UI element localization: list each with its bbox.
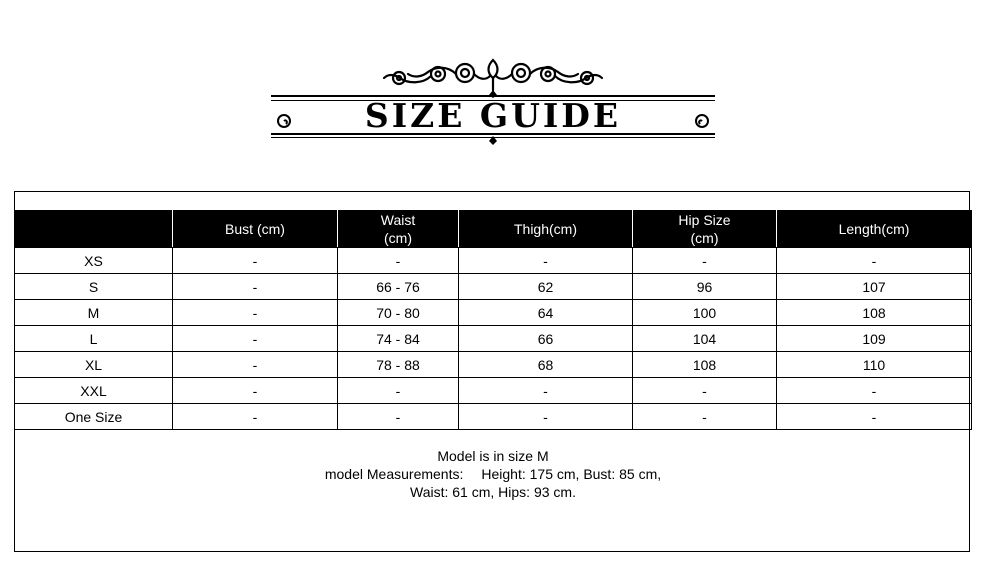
header-cell: Thigh(cm): [459, 211, 633, 248]
size-label-cell: XS: [15, 248, 173, 274]
header-cell: Bust (cm): [173, 211, 338, 248]
table-cell: 64: [459, 300, 633, 326]
table-cell: -: [173, 274, 338, 300]
size-label-cell: XXL: [15, 378, 173, 404]
table-cell: -: [633, 248, 777, 274]
size-label-cell: M: [15, 300, 173, 326]
table-cell: 96: [633, 274, 777, 300]
table-cell: -: [633, 378, 777, 404]
table-header-row: [15, 211, 972, 248]
table-cell: -: [633, 404, 777, 430]
table-cell: -: [338, 404, 459, 430]
table-row: [15, 274, 972, 300]
table-row: [15, 352, 972, 378]
table-row: [15, 248, 972, 274]
header-cell: Hip Size (cm): [633, 211, 777, 248]
table-cell: -: [459, 404, 633, 430]
size-label-cell: One Size: [15, 404, 173, 430]
table-cell: 70 - 80: [338, 300, 459, 326]
table-row: [15, 300, 972, 326]
size-chart-frame: [14, 191, 970, 552]
table-cell: -: [777, 404, 972, 430]
table-cell: 109: [777, 326, 972, 352]
size-table: [14, 210, 972, 430]
table-cell: 78 - 88: [338, 352, 459, 378]
table-row: [15, 378, 972, 404]
table-cell: -: [338, 248, 459, 274]
table-body: [15, 248, 972, 430]
table-cell: 68: [459, 352, 633, 378]
table-cell: -: [173, 404, 338, 430]
page-title: SIZE GUIDE: [364, 96, 622, 135]
size-label-cell: XL: [15, 352, 173, 378]
table-cell: 104: [633, 326, 777, 352]
model-measurements-values: Height: 175 cm, Bust: 85 cm,: [481, 466, 662, 482]
model-size-text: Model is in size M: [437, 448, 549, 464]
table-cell: -: [173, 248, 338, 274]
size-label-cell: L: [15, 326, 173, 352]
header-cell: Waist (cm): [338, 211, 459, 248]
table-cell: 66: [459, 326, 633, 352]
table-cell: -: [777, 378, 972, 404]
size-label-cell: S: [15, 274, 173, 300]
table-cell: 107: [777, 274, 972, 300]
table-cell: 66 - 76: [338, 274, 459, 300]
table-cell: 108: [633, 352, 777, 378]
table-cell: 108: [777, 300, 972, 326]
table-cell: -: [173, 352, 338, 378]
header-cell: Length(cm): [777, 211, 972, 248]
model-note: [15, 447, 971, 501]
size-guide-banner: [268, 56, 718, 146]
table-cell: -: [173, 326, 338, 352]
table-row: [15, 326, 972, 352]
table-cell: 100: [633, 300, 777, 326]
table-cell: 74 - 84: [338, 326, 459, 352]
header-cell-size: [15, 211, 173, 248]
table-cell: -: [459, 378, 633, 404]
model-waist-hips-text: Waist: 61 cm, Hips: 93 cm.: [410, 484, 576, 500]
table-row: [15, 404, 972, 430]
table-cell: -: [173, 378, 338, 404]
table-cell: 62: [459, 274, 633, 300]
table-cell: -: [459, 248, 633, 274]
table-cell: -: [338, 378, 459, 404]
table-cell: 110: [777, 352, 972, 378]
model-measurements-label: model Measurements:: [324, 466, 464, 482]
model-measurements-line: [15, 465, 971, 483]
table-cell: -: [777, 248, 972, 274]
table-cell: -: [173, 300, 338, 326]
